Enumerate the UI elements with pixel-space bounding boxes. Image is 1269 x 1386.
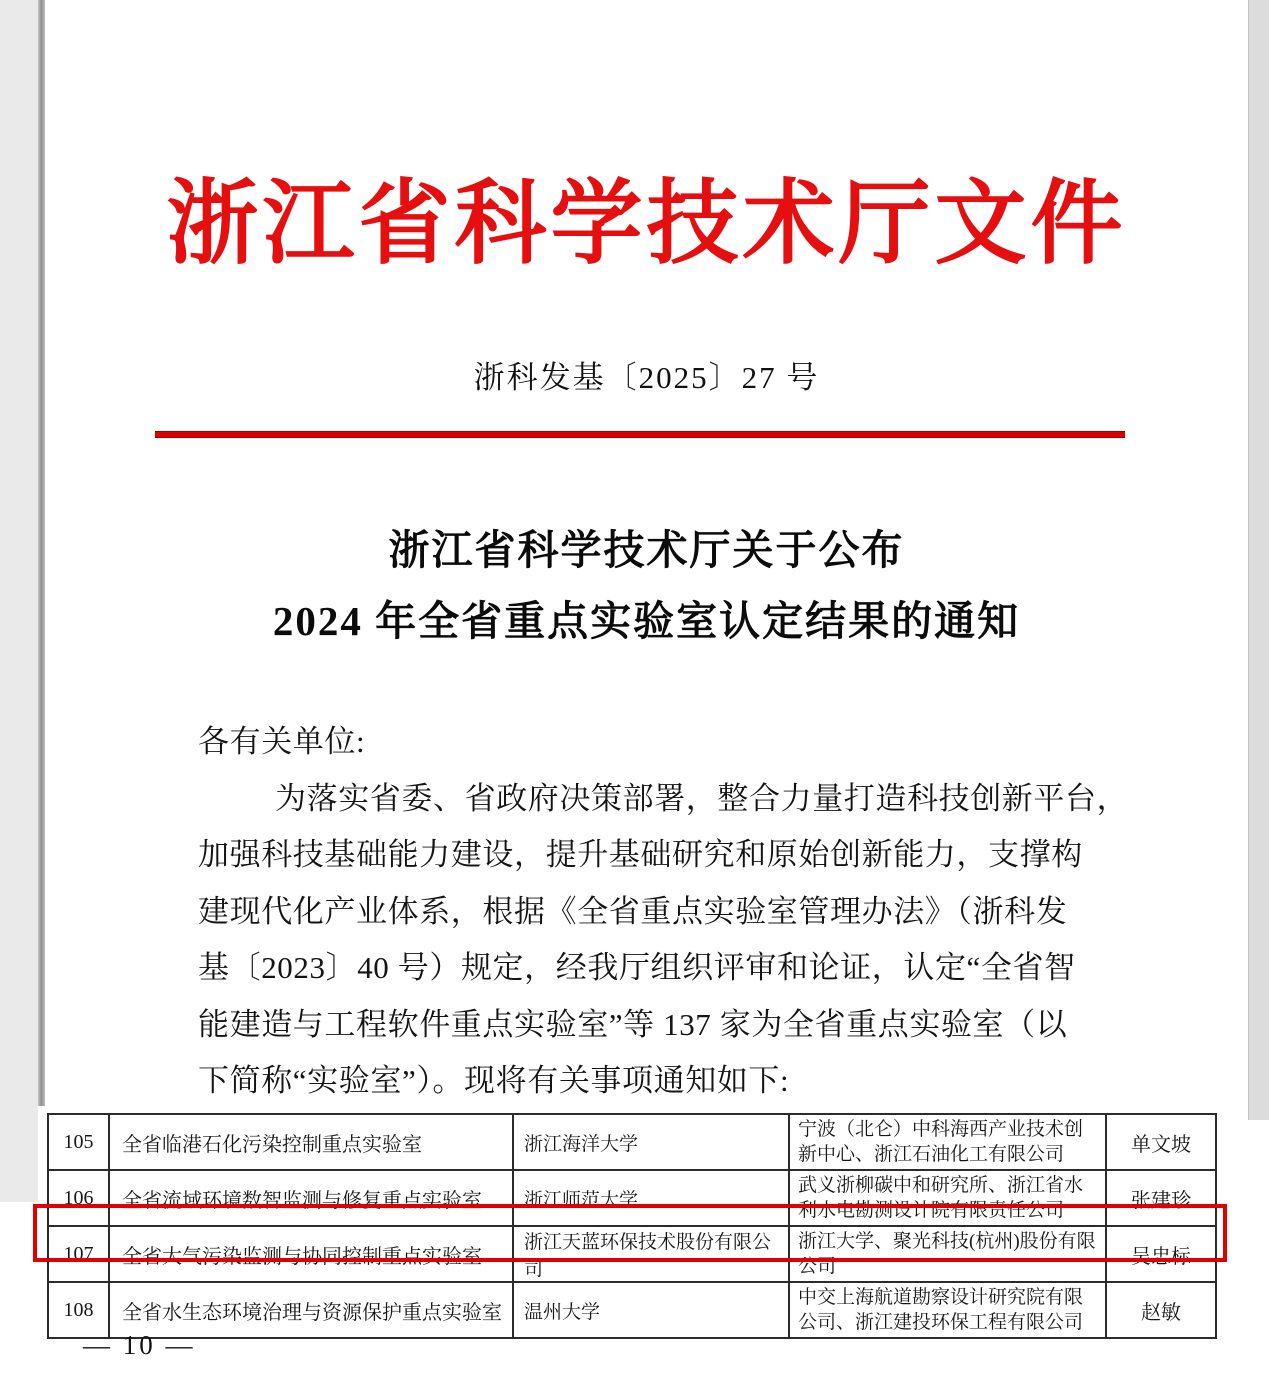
host-org-cell: 浙江师范大学 — [513, 1170, 789, 1226]
agency-header-title: 浙江省科学技术厅文件 — [166, 173, 1127, 275]
host-org-cell: 温州大学 — [513, 1282, 789, 1338]
table-row-highlighted — [48, 1226, 1216, 1282]
partner-orgs-cell: 浙江大学、聚光科技(杭州)股份有限公司 — [789, 1226, 1106, 1282]
document-number: 浙科发基〔2025〕27 号 — [473, 360, 820, 395]
body-line: 建现代化产业体系，根据《全省重点实验室管理办法》（浙科发 — [198, 893, 1068, 929]
body-line: 下简称“实验室”）。现将有关事项通知如下: — [198, 1063, 790, 1098]
notice-title-line1: 浙江省科学技术厅关于公布 — [388, 527, 905, 573]
lab-name-cell: 全省大气污染监测与协同控制重点实验室 — [109, 1226, 513, 1282]
page-number: — 10 — — [83, 1330, 196, 1360]
page-edge-shadow — [38, 0, 45, 1106]
body-line: 基〔2023〕40 号）规定，经我厅组织评审和论证，认定“全省智 — [198, 950, 1076, 985]
row-number-cell: 105 — [48, 1114, 109, 1170]
partner-orgs-cell: 武义浙柳碳中和研究所、浙江省水利水电勘测设计院有限责任公司 — [789, 1170, 1106, 1226]
host-org-cell: 浙江海洋大学 — [513, 1114, 789, 1170]
director-cell: 张建珍 — [1106, 1170, 1216, 1226]
body-line: 加强科技基础能力建设，提升基础研究和原始创新能力，支撑构 — [198, 837, 1083, 872]
host-org-cell: 浙江天蓝环保技术股份有限公司 — [513, 1226, 789, 1282]
lab-name-cell: 全省临港石化污染控制重点实验室 — [109, 1114, 513, 1170]
window-backdrop-left — [0, 0, 38, 1202]
row-number-cell: 107 — [48, 1226, 109, 1282]
row-number-cell: 106 — [48, 1170, 109, 1226]
table-row — [48, 1282, 1216, 1338]
table-row — [48, 1170, 1216, 1226]
red-divider-line — [155, 431, 1125, 438]
partner-orgs-cell: 宁波（北仑）中科海西产业技术创新中心、浙江石油化工有限公司 — [789, 1114, 1106, 1170]
partner-orgs-cell: 中交上海航道勘察设计研究院有限公司、浙江建投环保工程有限公司 — [789, 1282, 1106, 1338]
director-cell: 单文坡 — [1106, 1114, 1216, 1170]
lab-name-cell: 全省流域环境数智监测与修复重点实验室 — [109, 1170, 513, 1226]
laboratory-results-table — [47, 1113, 1217, 1339]
notice-title-line2: 2024 年全省重点实验室认定结果的通知 — [272, 598, 1021, 644]
salutation: 各有关单位: — [198, 724, 366, 759]
row-number-cell: 108 — [48, 1282, 109, 1338]
director-cell: 赵敏 — [1106, 1282, 1216, 1338]
lab-name-cell: 全省水生态环境治理与资源保护重点实验室 — [109, 1282, 513, 1338]
table-row — [48, 1114, 1216, 1170]
director-cell: 吴忠标 — [1106, 1226, 1216, 1282]
window-backdrop-right — [1248, 0, 1269, 1120]
body-line: 能建造与工程软件重点实验室”等 137 家为全省重点实验室（以 — [198, 1006, 1068, 1042]
body-line: 为落实省委、省政府决策部署，整合力量打造科技创新平台， — [275, 780, 1129, 816]
notice-title — [45, 515, 1248, 657]
notice-body — [198, 714, 1130, 1110]
